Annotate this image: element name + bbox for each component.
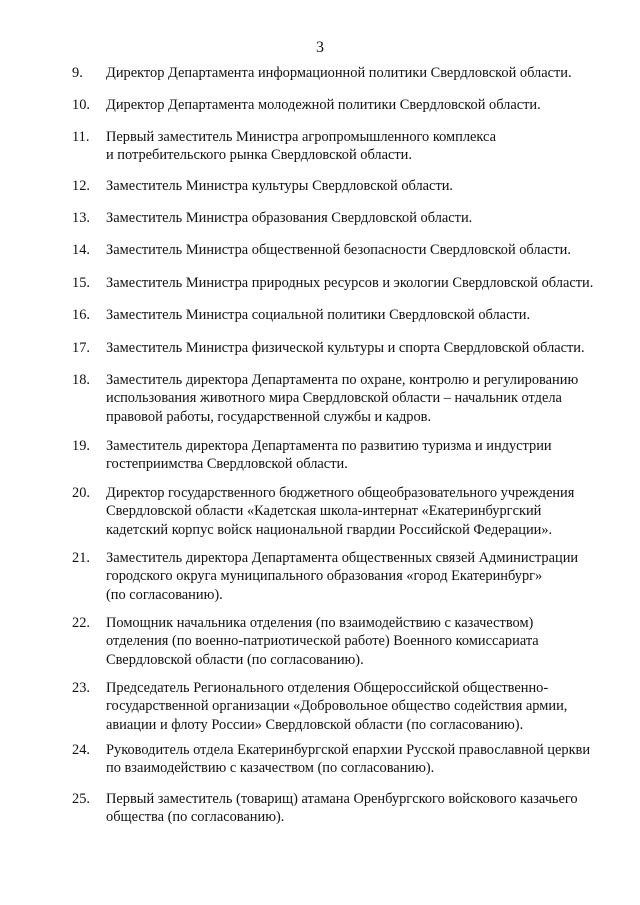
item-text-line: Заместитель директора Департамента общественных связей Администрации bbox=[106, 550, 579, 566]
item-text-line: общества (по согласованию). bbox=[106, 809, 285, 826]
list-item bbox=[72, 96, 612, 114]
item-text bbox=[106, 128, 612, 165]
item-text bbox=[106, 437, 612, 474]
item-text bbox=[106, 96, 612, 114]
item-text-line: Директор Департамента информационной политики Свердловской области. bbox=[106, 65, 572, 81]
item-number: 16. bbox=[72, 307, 90, 323]
list-item bbox=[72, 177, 612, 195]
item-text-line: Заместитель Министра культуры Свердловской области. bbox=[106, 178, 454, 194]
item-text-line: Первый заместитель (товарищ) атамана Оренбургского войскового казачьего bbox=[106, 791, 578, 807]
item-text-line: Заместитель директора Департамента по развитию туризма и индустрии bbox=[106, 438, 552, 454]
item-text-line: Председатель Регионального отделения Общероссийской общественно- bbox=[106, 680, 549, 696]
list-item bbox=[72, 64, 612, 82]
item-text-line: Свердловской области (по согласованию). bbox=[106, 651, 364, 668]
item-text bbox=[106, 790, 612, 827]
list-item bbox=[72, 679, 612, 734]
item-number: 12. bbox=[72, 178, 90, 194]
item-text-line: кадетский корпус войск национальной гвардии Российской Федерации». bbox=[106, 521, 553, 538]
item-number: 24. bbox=[72, 742, 90, 758]
item-text-line: авиации и флоту России» Свердловской области (по согласованию). bbox=[106, 716, 524, 733]
item-text-line: Заместитель Министра общественной безопасности Свердловской области. bbox=[106, 242, 571, 258]
list-item bbox=[72, 741, 612, 778]
list-item bbox=[72, 274, 612, 292]
list-item bbox=[72, 614, 612, 669]
item-text-line: Руководитель отдела Екатеринбургской епархии Русской православной церкви bbox=[106, 742, 591, 758]
list-item bbox=[72, 371, 612, 426]
list-item bbox=[72, 790, 612, 827]
item-number: 10. bbox=[72, 97, 90, 113]
list-item bbox=[72, 484, 612, 539]
item-text bbox=[106, 614, 612, 669]
item-text-line: по взаимодействию с казачеством (по согласованию). bbox=[106, 760, 435, 777]
item-text bbox=[106, 679, 612, 734]
item-text bbox=[106, 741, 612, 778]
item-text-line: Заместитель Министра природных ресурсов и экологии Свердловской области. bbox=[106, 275, 594, 291]
list-item bbox=[72, 549, 612, 604]
item-text-line: Заместитель директора Департамента по охране, контролю и регулированию bbox=[106, 372, 579, 388]
item-text bbox=[106, 64, 612, 82]
item-number: 9. bbox=[72, 65, 83, 81]
item-text bbox=[106, 306, 612, 324]
item-text-line: использования животного мира Свердловской области – начальник отдела bbox=[106, 390, 562, 407]
item-text bbox=[106, 241, 612, 259]
item-text-line: Свердловской области «Кадетская школа-интернат «Екатеринбургский bbox=[106, 503, 542, 520]
list-item bbox=[72, 437, 612, 474]
item-text-line: (по согласованию). bbox=[106, 586, 223, 603]
page-number: 3 bbox=[316, 39, 324, 56]
item-number: 20. bbox=[72, 485, 90, 501]
item-text-line: отделения (по военно-патриотической работе) Военного комиссариата bbox=[106, 633, 539, 650]
list-item bbox=[72, 128, 612, 165]
item-text-line: Первый заместитель Министра агропромышленного комплекса bbox=[106, 129, 496, 145]
item-text bbox=[106, 274, 612, 292]
item-number: 18. bbox=[72, 372, 90, 388]
item-number: 17. bbox=[72, 340, 90, 356]
item-text-line: гостеприимства Свердловской области. bbox=[106, 456, 348, 473]
item-text-line: Заместитель Министра социальной политики Свердловской области. bbox=[106, 307, 531, 323]
item-text-line: Директор Департамента молодежной политики Свердловской области. bbox=[106, 97, 541, 113]
list-item bbox=[72, 306, 612, 324]
item-text bbox=[106, 549, 612, 604]
item-text bbox=[106, 209, 612, 227]
item-number: 19. bbox=[72, 438, 90, 454]
item-number: 13. bbox=[72, 210, 90, 226]
item-number: 25. bbox=[72, 791, 90, 807]
item-text bbox=[106, 177, 612, 195]
item-text-line: городского округа муниципального образования «город Екатеринбург» bbox=[106, 568, 543, 585]
item-text-line: Директор государственного бюджетного общеобразовательного учреждения bbox=[106, 485, 575, 501]
item-text-line: правовой работы, государственной службы и кадров. bbox=[106, 408, 432, 425]
list-item bbox=[72, 241, 612, 259]
item-text-line: Помощник начальника отделения (по взаимодействию с казачеством) bbox=[106, 615, 534, 631]
item-text bbox=[106, 371, 612, 426]
item-text-line: Заместитель Министра физической культуры и спорта Свердловской области. bbox=[106, 340, 585, 356]
item-number: 14. bbox=[72, 242, 90, 258]
item-text-line: и потребительского рынка Свердловской области. bbox=[106, 147, 412, 164]
item-number: 11. bbox=[72, 129, 90, 145]
item-text bbox=[106, 339, 612, 357]
item-number: 22. bbox=[72, 615, 90, 631]
item-text-line: Заместитель Министра образования Свердловской области. bbox=[106, 210, 473, 226]
item-number: 23. bbox=[72, 680, 90, 696]
list-item bbox=[72, 209, 612, 227]
item-number: 15. bbox=[72, 275, 90, 291]
item-text-line: государственной организации «Добровольное общество содействия армии, bbox=[106, 698, 568, 715]
list-item bbox=[72, 339, 612, 357]
item-number: 21. bbox=[72, 550, 90, 566]
item-text bbox=[106, 484, 612, 539]
